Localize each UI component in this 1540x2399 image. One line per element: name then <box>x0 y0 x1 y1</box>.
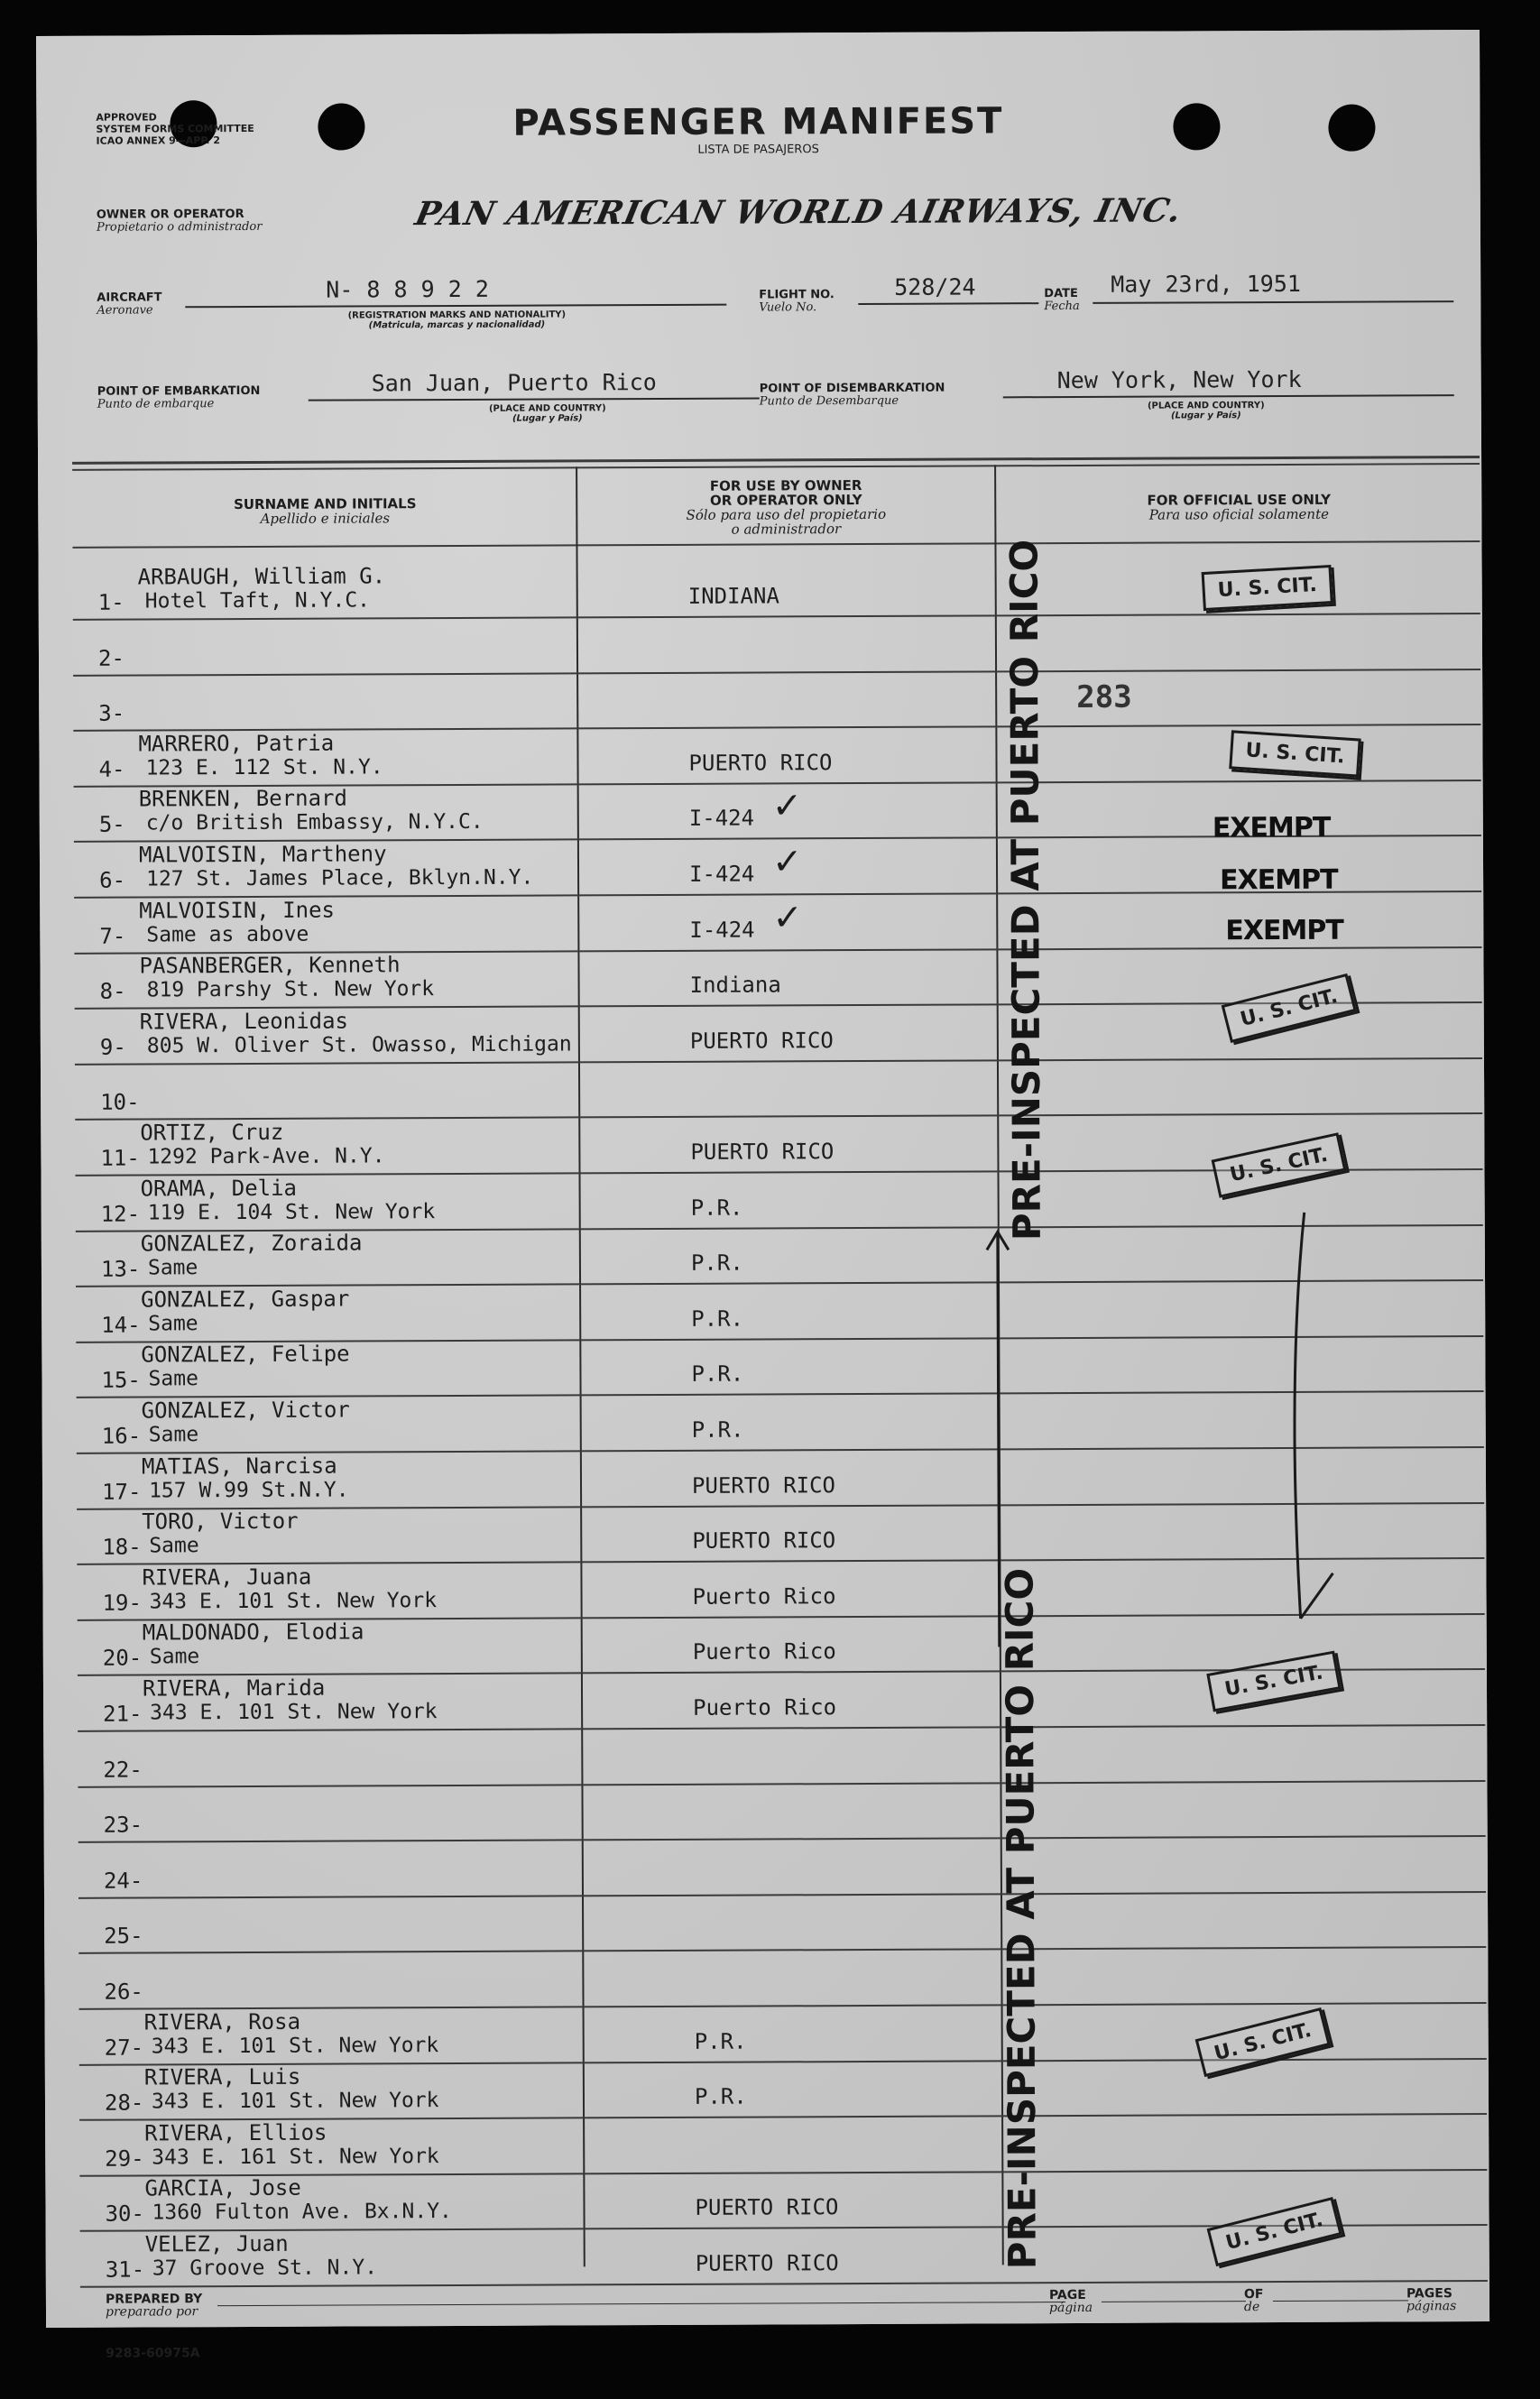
passenger-name: MALVOISIN, Martheny <box>138 841 387 868</box>
checkmark-icon: ✓ <box>772 896 803 939</box>
aircraft-caption: (REGISTRATION MARKS AND NATIONALITY) (Matricula, marcas y nacionalidad) <box>347 309 567 331</box>
us-citizen-stamp: U. S. CIT. <box>1229 730 1361 777</box>
exempt-stamp: EXEMPT <box>1225 914 1343 947</box>
passenger-name: MALDONADO, Elodia <box>142 1619 364 1646</box>
form-number: 9283-60975A <box>106 2346 200 2361</box>
passenger-name: ARBAUGH, William G. <box>137 563 386 590</box>
passenger-address: 1360 Fulton Ave. Bx.N.Y. <box>152 2200 452 2225</box>
passenger-name: ORTIZ, Cruz <box>140 1119 284 1146</box>
passenger-address: 123 E. 112 St. N.Y. <box>145 755 383 780</box>
row-number: 27- <box>104 2035 144 2061</box>
operator-info: Indiana <box>689 972 781 999</box>
owner-label: OWNER OR OPERATOR Propietario o administrador <box>96 207 263 235</box>
checkmark-icon: ✓ <box>771 841 803 883</box>
passenger-address: Same <box>149 1645 200 1669</box>
passenger-name: TORO, Victor <box>142 1508 299 1535</box>
row-rule <box>78 1946 1486 1954</box>
row-number: 4- <box>98 756 125 782</box>
operator-info: INDIANA <box>687 583 779 609</box>
passenger-name: MALVOISIN, Ines <box>139 897 336 924</box>
manifest-page <box>36 30 1489 2361</box>
row-rule <box>73 613 1480 621</box>
passenger-name: GONZALEZ, Victor <box>141 1397 350 1424</box>
passenger-name: RIVERA, Ellios <box>144 2119 327 2146</box>
row-number: 24- <box>103 1868 143 1894</box>
passenger-address: 1292 Park-Ave. N.Y. <box>147 1144 385 1169</box>
operator-info: PUERTO RICO <box>688 749 833 776</box>
passenger-address: 805 W. Oliver St. Owasso, Michigan <box>146 1032 572 1058</box>
row-rule <box>73 669 1480 677</box>
passenger-name: RIVERA, Rosa <box>143 2008 301 2035</box>
row-number: 2- <box>97 645 124 671</box>
passenger-address: Same <box>148 1312 198 1336</box>
row-number: 9- <box>99 1034 126 1060</box>
us-citizen-stamp: U. S. CIT. <box>1195 2007 1331 2077</box>
passenger-address: 343 E. 101 St. New York <box>149 1588 438 1614</box>
preinspected-stamp-upper: PRE-INSPECTED AT PUERTO RICO <box>1001 539 1049 1241</box>
passenger-address: 37 Groove St. N.Y. <box>152 2256 378 2281</box>
passenger-name: PASANBERGER, Kenneth <box>139 952 401 979</box>
flight-date: May 23rd, 1951 <box>1111 270 1301 298</box>
passenger-name: BRENKEN, Bernard <box>138 785 347 812</box>
passenger-name: RIVERA, Marida <box>142 1675 326 1702</box>
passenger-name: GONZALEZ, Zoraida <box>140 1230 363 1257</box>
passenger-address: 343 E. 101 St. New York <box>151 2033 439 2059</box>
operator-info: PUERTO RICO <box>689 1027 834 1054</box>
row-number: 18- <box>102 1534 142 1560</box>
passenger-address: 819 Parshy St. New York <box>146 977 435 1002</box>
us-citizen-stamp: U. S. CIT. <box>1202 565 1333 611</box>
preinspected-arrow-icon <box>980 1223 1018 1656</box>
row-number: 6- <box>99 867 126 893</box>
passenger-name: ORAMA, Delia <box>140 1175 298 1202</box>
row-rule <box>75 1112 1482 1121</box>
exempt-stamp: EXEMPT <box>1220 863 1338 897</box>
passenger-address: 343 E. 161 St. New York <box>152 2144 439 2170</box>
row-number: 8- <box>99 978 126 1004</box>
us-citizen-stamp: U. S. CIT. <box>1212 1132 1347 1198</box>
operator-info: P.R. <box>691 1416 744 1443</box>
passenger-address: Same <box>149 1534 199 1558</box>
operator-info: PUERTO RICO <box>692 1527 836 1555</box>
operator-info: PUERTO RICO <box>695 2194 839 2221</box>
row-number: 11- <box>100 1145 140 1171</box>
operator-info: PUERTO RICO <box>695 2250 839 2276</box>
approval-note: APPROVED SYSTEM FORMS COMMITTEE ICAO ANNEX 9—APP. 2 <box>96 111 254 147</box>
flight-label: FLIGHT NO. Vuelo No. <box>759 288 835 315</box>
row-number: 28- <box>104 2090 144 2116</box>
passenger-name: GONZALEZ, Gaspar <box>141 1286 350 1313</box>
official-count: 283 <box>1076 678 1132 715</box>
row-number: 7- <box>99 923 126 949</box>
page-label: PAGE página <box>1048 2287 1093 2316</box>
row-rule <box>78 1780 1485 1788</box>
row-number: 25- <box>104 1923 143 1950</box>
passenger-name: GARCIA, Jose <box>144 2175 301 2201</box>
passenger-name: MATIAS, Narcisa <box>141 1453 337 1480</box>
operator-info: Puerto Rico <box>692 1582 836 1610</box>
operator-info: P.R. <box>694 2083 747 2110</box>
row-rule <box>78 1891 1486 1899</box>
row-number: 14- <box>101 1312 141 1338</box>
us-citizen-stamp: U. S. CIT. <box>1207 2197 1342 2266</box>
column-header-operator: FOR USE BY OWNER OR OPERATOR ONLY Sólo para uso del propietario o administrador <box>686 477 887 538</box>
embarkation-point: San Juan, Puerto Rico <box>371 369 657 397</box>
row-number: 30- <box>105 2201 144 2228</box>
row-rule <box>78 1835 1486 1843</box>
operator-info: I-424 <box>688 805 755 832</box>
operator-name: PAN AMERICAN WORLD AIRWAYS, INC. <box>411 191 1185 234</box>
page-title: PASSENGER MANIFEST <box>512 100 1004 144</box>
row-number: 29- <box>105 2145 144 2172</box>
row-number: 13- <box>100 1256 141 1282</box>
row-number: 15- <box>101 1367 141 1394</box>
operator-info: P.R. <box>690 1250 743 1277</box>
bracket-arrow-icon <box>1268 1204 1351 1655</box>
us-citizen-stamp: U. S. CIT. <box>1222 973 1357 1043</box>
operator-info: PUERTO RICO <box>690 1139 835 1165</box>
embarkation-label: POINT OF EMBARKATION Punto de embarque <box>97 383 261 411</box>
passenger-address: 119 E. 104 St. New York <box>147 1199 436 1225</box>
passenger-address: Same <box>148 1367 198 1391</box>
operator-info: P.R. <box>691 1361 744 1388</box>
row-number: 10- <box>100 1089 140 1116</box>
checkmark-icon: ✓ <box>771 785 803 827</box>
row-number: 16- <box>101 1423 142 1449</box>
page-subtitle: LISTA DE PASAJEROS <box>697 143 819 157</box>
operator-info: I-424 <box>689 917 755 943</box>
passenger-address: 343 E. 101 St. New York <box>150 1700 438 1725</box>
passenger-name: GONZALEZ, Felipe <box>141 1341 350 1368</box>
passenger-address: c/o British Embassy, N.Y.C. <box>145 810 484 835</box>
exempt-stamp: EXEMPT <box>1212 811 1331 844</box>
passenger-name: VELEZ, Juan <box>144 2230 289 2257</box>
passenger-address: Same as above <box>146 922 309 947</box>
row-number: 1- <box>97 589 124 615</box>
operator-info: I-424 <box>688 861 755 887</box>
row-number: 19- <box>102 1590 142 1616</box>
operator-info: PUERTO RICO <box>691 1472 836 1499</box>
passenger-address: Same <box>147 1256 198 1280</box>
row-number: 5- <box>98 811 125 838</box>
disembark-caption: (PLACE AND COUNTRY) (Lugar y País) <box>1147 401 1265 421</box>
row-number: 26- <box>104 1979 143 2005</box>
column-header-surname: SURNAME AND INITIALS Apellido e iniciales <box>234 495 417 527</box>
operator-info: Puerto Rico <box>692 1638 836 1665</box>
row-rule <box>75 1057 1482 1066</box>
disembarkation-point: New York, New York <box>1056 365 1302 394</box>
operator-info: P.R. <box>694 2028 747 2054</box>
passenger-address: Hotel Taft, N.Y.C. <box>144 588 371 614</box>
passenger-address: 157 W.99 St.N.Y. <box>148 1478 349 1503</box>
passenger-address: 343 E. 101 St. New York <box>151 2089 439 2114</box>
us-citizen-stamp: U. S. CIT. <box>1206 1651 1341 1712</box>
row-number: 12- <box>100 1201 141 1227</box>
passenger-name: RIVERA, Juana <box>142 1564 312 1591</box>
passenger-address: 127 St. James Place, Bklyn.N.Y. <box>146 865 534 891</box>
column-header-official: FOR OFFICIAL USE ONLY Para uso oficial solamente <box>1147 491 1331 523</box>
date-label: DATE Fecha <box>1044 286 1080 314</box>
pages-label: PAGES páginas <box>1406 2286 1457 2314</box>
operator-info: P.R. <box>690 1195 743 1221</box>
preinspected-stamp-lower: PRE-INSPECTED AT PUERTO RICO <box>997 1567 1045 2270</box>
operator-info: Puerto Rico <box>693 1694 837 1721</box>
embark-caption: (PLACE AND COUNTRY) (Lugar y País) <box>488 403 606 424</box>
row-rule <box>80 2280 1488 2288</box>
row-number: 17- <box>101 1479 142 1505</box>
row-number: 20- <box>102 1645 143 1672</box>
operator-info: P.R. <box>691 1306 744 1332</box>
aircraft-registration: N- 8 8 9 2 2 <box>326 275 489 303</box>
disembarkation-label: POINT OF DISEMBARKATION Punto de Desembarque <box>759 381 945 409</box>
row-number: 3- <box>98 700 125 726</box>
row-number: 22- <box>103 1757 143 1783</box>
aircraft-label: AIRCRAFT Aeronave <box>97 291 162 318</box>
passenger-name: RIVERA, Luis <box>143 2063 301 2090</box>
of-label: OF de <box>1243 2287 1264 2315</box>
row-number: 31- <box>105 2256 145 2283</box>
passenger-name: RIVERA, Leonidas <box>139 1008 349 1035</box>
flight-number: 528/24 <box>894 273 976 300</box>
row-rule <box>78 1724 1485 1732</box>
row-number: 21- <box>103 1701 143 1727</box>
row-number: 23- <box>103 1812 143 1838</box>
passenger-name: MARRERO, Patria <box>138 730 335 757</box>
passenger-address: Same <box>148 1423 199 1447</box>
prepared-by-label: PREPARED BY preparado por <box>105 2292 203 2320</box>
